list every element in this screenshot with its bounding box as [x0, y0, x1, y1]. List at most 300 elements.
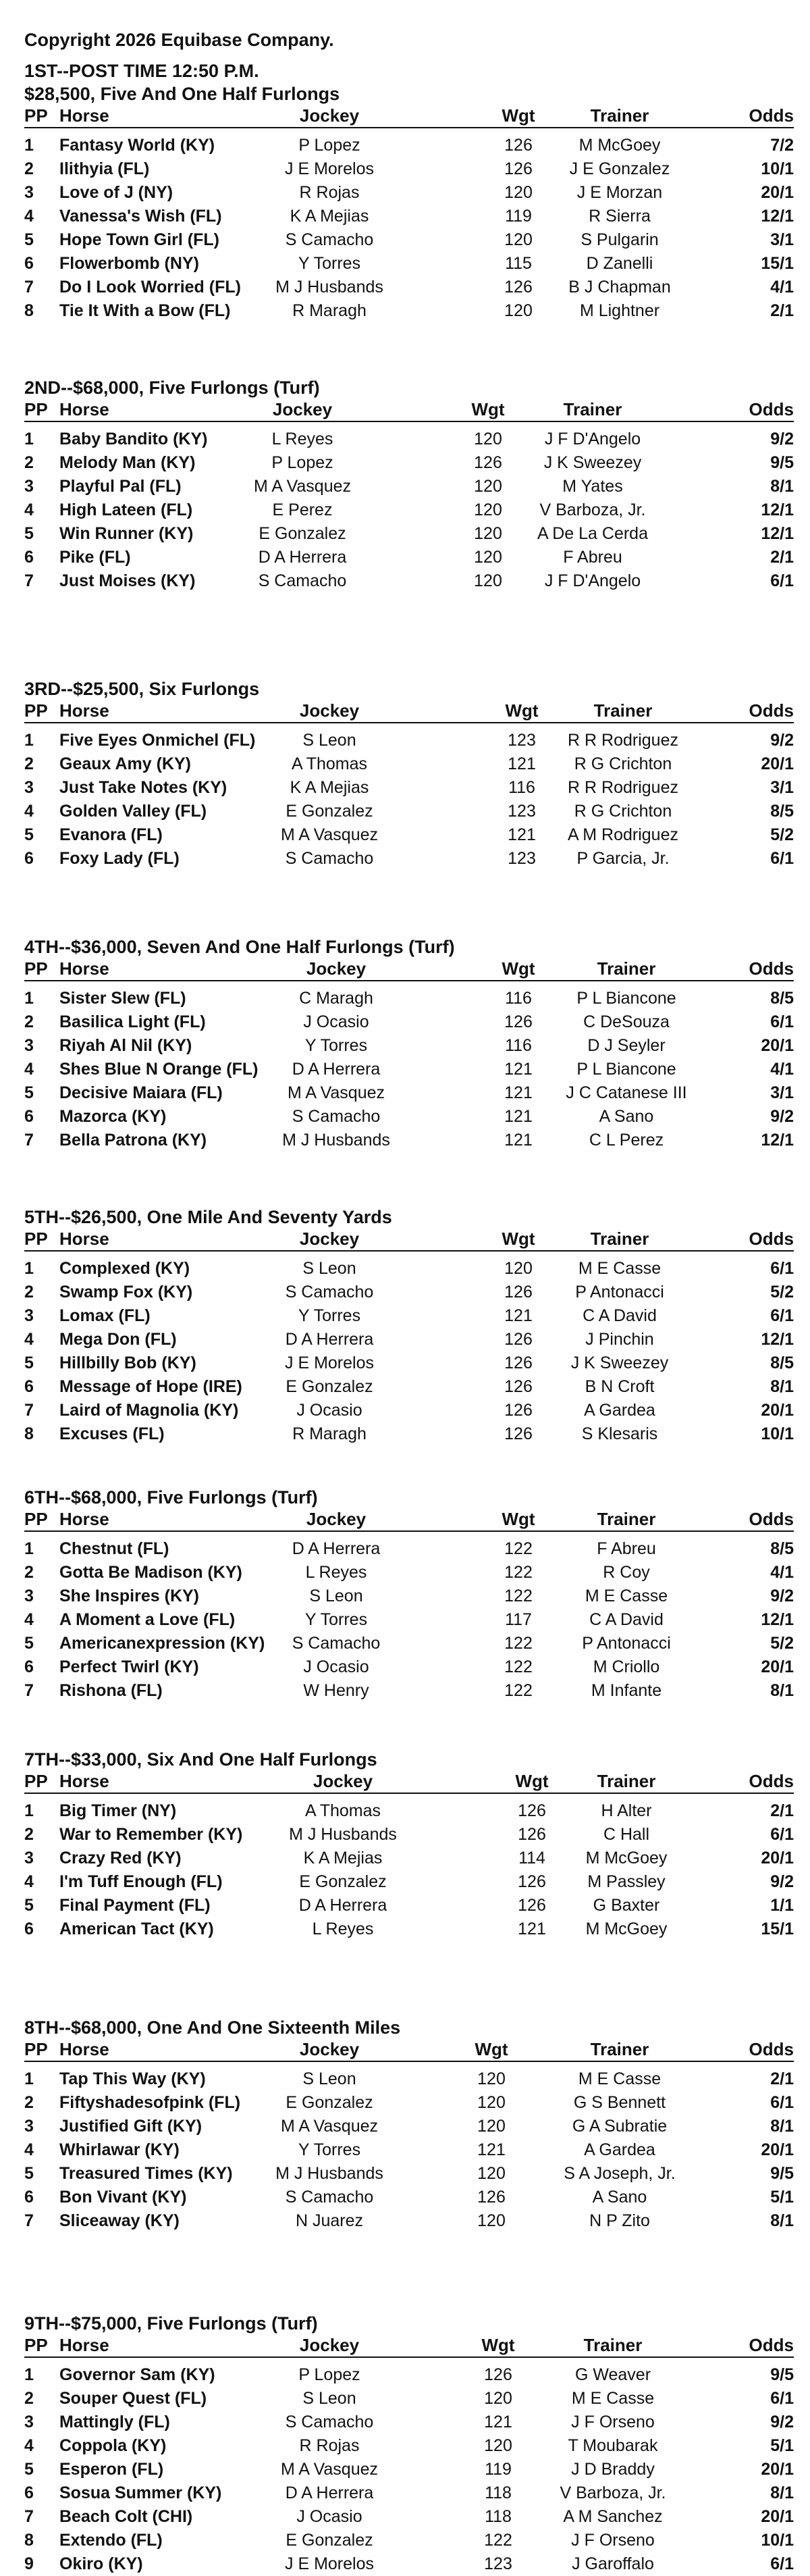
entry-trainer: T Moubarak: [568, 2436, 658, 2455]
entry-jockey: E Gonzalez: [286, 802, 373, 821]
entry-odds: 8/5: [770, 1539, 794, 1558]
entry-pp: 4: [24, 2140, 34, 2159]
entry-weight: 123: [508, 802, 536, 821]
header-spacer: [24, 1794, 794, 1799]
table-row: [24, 1129, 794, 1152]
entry-odds: 12/1: [761, 207, 794, 226]
entry-horse: Tie It With a Bow (FL): [59, 301, 231, 320]
table-header: [24, 399, 794, 422]
entry-weight: 126: [504, 1283, 533, 1302]
entry-trainer: J E Morzan: [576, 183, 663, 202]
table-row: [24, 1537, 794, 1561]
entry-horse: Sliceaway (KY): [59, 2211, 180, 2230]
entry-horse: Mattingly (FL): [59, 2413, 170, 2431]
entry-jockey: S Camacho: [292, 1634, 381, 1653]
entry-odds: 5/2: [770, 1634, 794, 1653]
entry-pp: 1: [24, 136, 34, 155]
entry-weight: 117: [505, 1610, 532, 1629]
entry-weight: 122: [504, 1587, 533, 1605]
table-row: [24, 1608, 794, 1632]
table-row: [24, 800, 794, 823]
entry-trainer: J D Braddy: [571, 2460, 655, 2479]
entry-pp: 5: [24, 1354, 34, 1372]
entry-trainer: J Garoffalo: [572, 2554, 654, 2573]
table-row: [24, 428, 794, 451]
entry-horse: I'm Tuff Enough (FL): [59, 1872, 223, 1891]
entry-jockey: S Leon: [309, 1587, 363, 1605]
table-row: [24, 1655, 794, 1679]
entry-weight: 126: [504, 1377, 533, 1396]
entry-horse: Vanessa's Wish (FL): [59, 207, 222, 226]
header-trainer: Trainer: [597, 958, 656, 979]
header-odds: Odds: [749, 105, 794, 126]
table-row: [24, 299, 794, 323]
entry-jockey: E Gonzalez: [286, 1377, 373, 1396]
entry-pp: 6: [24, 1107, 34, 1126]
entry-jockey: M J Husbands: [275, 278, 383, 297]
table-row: [24, 157, 794, 181]
entry-pp: 6: [24, 1920, 34, 1938]
entry-jockey: D A Herrera: [292, 1539, 381, 1558]
entries-table: [24, 399, 794, 593]
entry-pp: 2: [24, 1825, 34, 1844]
entry-odds: 8/5: [770, 989, 794, 1008]
entry-weight: 120: [477, 2164, 506, 2183]
entry-trainer: A Sano: [592, 2188, 647, 2207]
entry-pp: 5: [24, 1634, 34, 1653]
entry-jockey: M A Vasquez: [280, 2460, 379, 2479]
header-wgt: Wgt: [502, 1229, 535, 1249]
entry-weight: 126: [518, 1872, 546, 1891]
header-horse: Horse: [59, 2039, 109, 2059]
race-block: [24, 2016, 794, 2233]
entry-trainer: R R Rodriguez: [568, 778, 678, 797]
entry-horse: Decisive Maiara (FL): [59, 1083, 223, 1102]
entry-odds: 2/1: [770, 2069, 794, 2088]
entry-pp: 3: [24, 1306, 34, 1325]
entry-pp: 3: [24, 778, 34, 797]
entry-trainer: G A Subratie: [572, 2117, 668, 2136]
race-title: 6TH--$68,000, Five Furlongs (Turf): [24, 1487, 318, 1508]
header-wgt: Wgt: [502, 105, 535, 126]
header-trainer: Trainer: [563, 399, 622, 419]
entry-weight: 122: [504, 1657, 533, 1676]
entry-odds: 7/2: [770, 136, 794, 155]
entry-odds: 12/1: [761, 1330, 794, 1349]
entry-jockey: M A Vasquez: [287, 1083, 385, 1102]
entry-trainer: B N Croft: [585, 1377, 655, 1396]
entry-trainer: P Antonacci: [582, 1634, 671, 1653]
entry-weight: 116: [505, 989, 532, 1008]
entry-odds: 3/1: [770, 778, 794, 797]
entry-jockey: L Reyes: [271, 430, 333, 448]
table-row: [24, 2138, 794, 2162]
entry-weight: 126: [484, 2365, 512, 2384]
entry-jockey: S Camacho: [285, 2413, 374, 2431]
entry-trainer: J E Gonzalez: [569, 159, 670, 178]
header-jockey: Jockey: [299, 2039, 360, 2059]
entry-trainer: M McGoey: [585, 1849, 668, 1867]
entry-jockey: M J Husbands: [275, 2164, 383, 2183]
entry-pp: 6: [24, 2483, 34, 2502]
table-row: [24, 1105, 794, 1129]
entry-horse: Coppola (KY): [59, 2436, 167, 2455]
entry-odds: 6/1: [770, 1259, 794, 1278]
entry-pp: 2: [24, 453, 34, 472]
header-jockey: Jockey: [272, 399, 333, 419]
entry-trainer: P Garcia, Jr.: [576, 849, 670, 868]
entry-jockey: Y Torres: [298, 1306, 361, 1325]
entry-jockey: L Reyes: [305, 1563, 367, 1582]
entry-odds: 10/1: [761, 159, 794, 178]
entry-trainer: F Abreu: [563, 548, 622, 567]
table-row: [24, 181, 794, 205]
entry-jockey: E Gonzalez: [286, 2093, 373, 2112]
entry-trainer: P L Biancone: [576, 1060, 676, 1079]
entry-jockey: S Leon: [302, 1259, 356, 1278]
entry-pp: 7: [24, 1131, 34, 1150]
entries-table: [24, 1229, 794, 1446]
entry-horse: Mazorca (KY): [59, 1107, 167, 1126]
entry-weight: 126: [504, 278, 533, 297]
entry-odds: 8/1: [770, 477, 794, 496]
entry-weight: 121: [504, 1107, 533, 1126]
entry-odds: 9/2: [770, 1872, 794, 1891]
table-row: [24, 276, 794, 299]
entry-horse: Shes Blue N Orange (FL): [59, 1060, 259, 1079]
header-wgt: Wgt: [515, 1771, 549, 1791]
entry-horse: Message of Hope (IRE): [59, 1377, 242, 1396]
entry-jockey: R Maragh: [292, 301, 367, 320]
table-row: [24, 2481, 794, 2505]
table-row: [24, 1328, 794, 1351]
entry-pp: 3: [24, 183, 34, 202]
entry-pp: 1: [24, 1259, 34, 1278]
header-jockey: Jockey: [306, 1509, 367, 1529]
entry-pp: 7: [24, 278, 34, 297]
entry-odds: 6/1: [770, 1306, 794, 1325]
entry-horse: She Inspires (KY): [59, 1587, 199, 1605]
header-horse: Horse: [59, 1509, 109, 1529]
table-row: [24, 1399, 794, 1422]
table-row: [24, 569, 794, 593]
header-horse: Horse: [59, 2335, 109, 2355]
entry-weight: 120: [484, 2389, 512, 2408]
entry-trainer: G S Bennett: [573, 2093, 666, 2112]
header-jockey: Jockey: [299, 105, 360, 126]
entry-horse: Win Runner (KY): [59, 524, 194, 543]
entry-trainer: M Criollo: [593, 1657, 660, 1676]
header-odds: Odds: [749, 1509, 794, 1529]
table-row: [24, 475, 794, 498]
entry-trainer: S A Joseph, Jr.: [564, 2164, 676, 2183]
header-trainer: Trainer: [590, 2039, 649, 2059]
entry-odds: 20/1: [761, 1657, 794, 1676]
entry-odds: 4/1: [770, 1563, 794, 1582]
table-row: [24, 2115, 794, 2138]
header-odds: Odds: [749, 2335, 794, 2355]
entry-weight: 126: [504, 1354, 533, 1372]
entry-weight: 118: [485, 2507, 512, 2526]
header-pp: PP: [24, 2039, 48, 2059]
entry-odds: 20/1: [761, 1036, 794, 1055]
entry-jockey: M A Vasquez: [253, 477, 352, 496]
entry-horse: Justified Gift (KY): [59, 2117, 202, 2136]
table-row: [24, 1304, 794, 1328]
entry-odds: 6/1: [770, 571, 794, 590]
entry-horse: Geaux Amy (KY): [59, 754, 191, 773]
entry-horse: Gotta Be Madison (KY): [59, 1563, 242, 1582]
header-wgt: Wgt: [502, 1509, 535, 1529]
table-header: [24, 2335, 794, 2358]
entry-trainer: R R Rodriguez: [568, 731, 678, 750]
table-header: [24, 2039, 794, 2062]
entry-jockey: C Maragh: [299, 989, 373, 1008]
race-title: 1ST--POST TIME 12:50 P.M.: [24, 61, 259, 81]
entry-weight: 114: [518, 1849, 545, 1867]
copyright-line: Copyright 2026 Equibase Company.: [24, 30, 334, 50]
entry-jockey: J Ocasio: [296, 2507, 362, 2526]
entry-jockey: J E Morelos: [285, 2554, 374, 2573]
table-row: [24, 1257, 794, 1281]
entry-odds: 5/2: [770, 825, 794, 844]
entry-weight: 120: [477, 2211, 506, 2230]
entry-pp: 1: [24, 1539, 34, 1558]
entry-pp: 4: [24, 1330, 34, 1349]
entry-odds: 8/1: [770, 2211, 794, 2230]
table-row: [24, 1585, 794, 1608]
table-row: [24, 2458, 794, 2481]
entry-pp: 6: [24, 254, 34, 273]
table-row: [24, 2529, 794, 2552]
entry-jockey: D A Herrera: [298, 1896, 387, 1915]
entry-jockey: S Camacho: [292, 1107, 381, 1126]
table-row: [24, 1917, 794, 1941]
entry-odds: 9/2: [770, 430, 794, 448]
entries-table: [24, 2335, 794, 2576]
header-spacer: [24, 2358, 794, 2363]
race-title: 7TH--$33,000, Six And One Half Furlongs: [24, 1749, 377, 1770]
table-row: [24, 987, 794, 1010]
table-row: [24, 205, 794, 228]
entry-pp: 4: [24, 500, 34, 519]
entry-odds: 5/1: [770, 2436, 794, 2455]
entry-jockey: Y Torres: [298, 2140, 361, 2159]
entry-trainer: J F D'Angelo: [544, 430, 641, 448]
entry-trainer: A Sano: [599, 1107, 654, 1126]
entry-odds: 3/1: [770, 1083, 794, 1102]
entry-horse: Melody Man (KY): [59, 453, 196, 472]
entry-horse: Excuses (FL): [59, 1424, 165, 1443]
entry-weight: 126: [518, 1801, 546, 1820]
entry-pp: 5: [24, 524, 34, 543]
header-pp: PP: [24, 700, 48, 721]
entry-horse: Tap This Way (KY): [59, 2069, 206, 2088]
entry-trainer: M E Casse: [585, 1587, 668, 1605]
entry-pp: 4: [24, 1610, 34, 1629]
entry-pp: 2: [24, 2093, 34, 2112]
entry-pp: 3: [24, 477, 34, 496]
entry-trainer: J Pinchin: [585, 1330, 654, 1349]
entry-jockey: S Leon: [302, 731, 356, 750]
entry-weight: 120: [474, 524, 502, 543]
header-odds: Odds: [749, 700, 794, 721]
entries-table: [24, 1771, 794, 1941]
entry-pp: 6: [24, 2188, 34, 2207]
entry-trainer: R Sierra: [589, 207, 651, 226]
entry-weight: 120: [484, 2436, 512, 2455]
entry-pp: 8: [24, 301, 34, 320]
race-block: [24, 2312, 794, 2576]
entry-odds: 9/2: [770, 1107, 794, 1126]
entry-weight: 120: [504, 1259, 533, 1278]
table-row: [24, 2091, 794, 2115]
entry-weight: 126: [477, 2188, 506, 2207]
entry-odds: 10/1: [761, 2531, 794, 2550]
entry-odds: 12/1: [761, 500, 794, 519]
entry-jockey: A Thomas: [304, 1801, 381, 1820]
entry-jockey: M J Husbands: [289, 1825, 397, 1844]
entry-pp: 1: [24, 2365, 34, 2384]
header-jockey: Jockey: [313, 1771, 373, 1791]
entries-table: [24, 2039, 794, 2233]
header-spacer: [24, 1252, 794, 1257]
table-row: [24, 2186, 794, 2209]
entry-pp: 5: [24, 2164, 34, 2183]
entry-weight: 126: [504, 159, 533, 178]
entry-weight: 120: [477, 2069, 506, 2088]
entry-trainer: A M Rodriguez: [568, 825, 678, 844]
entry-trainer: J C Catanese III: [566, 1083, 687, 1102]
header-spacer: [24, 128, 794, 134]
entry-trainer: J K Sweezey: [570, 1354, 669, 1372]
race-block: [24, 677, 794, 871]
entry-pp: 5: [24, 825, 34, 844]
header-trainer: Trainer: [583, 2335, 643, 2355]
entry-trainer: G Baxter: [593, 1896, 660, 1915]
table-row: [24, 228, 794, 252]
entry-jockey: K A Mejias: [290, 778, 369, 797]
header-horse: Horse: [59, 1229, 109, 1249]
entries-table: [24, 1509, 794, 1703]
entry-horse: Sister Slew (FL): [59, 989, 186, 1008]
table-row: [24, 546, 794, 569]
entry-pp: 1: [24, 731, 34, 750]
entry-odds: 5/2: [770, 1283, 794, 1302]
table-row: [24, 2434, 794, 2458]
table-row: [24, 1561, 794, 1585]
table-row: [24, 2209, 794, 2233]
header-pp: PP: [24, 958, 48, 979]
entry-horse: Swamp Fox (KY): [59, 1283, 193, 1302]
header-spacer: [24, 1532, 794, 1537]
entry-pp: 5: [24, 1083, 34, 1102]
table-row: [24, 752, 794, 776]
entry-horse: Bella Patrona (KY): [59, 1131, 207, 1150]
entry-horse: Laird of Magnolia (KY): [59, 1401, 239, 1420]
entry-weight: 122: [504, 1539, 533, 1558]
entry-pp: 4: [24, 207, 34, 226]
entry-jockey: M J Husbands: [282, 1131, 390, 1150]
entry-jockey: W Henry: [303, 1681, 369, 1700]
entry-jockey: L Reyes: [312, 1920, 374, 1938]
table-row: [24, 1010, 794, 1034]
entry-trainer: H Alter: [601, 1801, 652, 1820]
entry-pp: 3: [24, 1587, 34, 1605]
entry-horse: Fantasy World (KY): [59, 136, 215, 155]
race-block: [24, 935, 794, 1152]
entry-trainer: S Pulgarin: [580, 230, 659, 249]
entry-jockey: K A Mejias: [290, 207, 369, 226]
entry-odds: 5/1: [770, 2188, 794, 2207]
entry-odds: 6/1: [770, 2554, 794, 2573]
entry-odds: 6/1: [770, 2389, 794, 2408]
entry-odds: 12/1: [761, 1131, 794, 1150]
header-horse: Horse: [59, 700, 109, 721]
entry-jockey: R Rojas: [299, 183, 360, 202]
entry-horse: Perfect Twirl (KY): [59, 1657, 199, 1676]
entry-jockey: D A Herrera: [285, 2483, 374, 2502]
entries-table: [24, 958, 794, 1152]
entry-horse: A Moment a Love (FL): [59, 1610, 236, 1629]
header-spacer: [24, 2062, 794, 2067]
entry-weight: 120: [477, 2093, 506, 2112]
header-wgt: Wgt: [481, 2335, 515, 2355]
entry-pp: 3: [24, 1849, 34, 1867]
entry-horse: Americanexpression (KY): [59, 1634, 265, 1653]
entry-pp: 6: [24, 1377, 34, 1396]
table-header: [24, 700, 794, 723]
entry-odds: 8/1: [770, 2117, 794, 2136]
entry-jockey: E Gonzalez: [286, 2531, 373, 2550]
entry-pp: 1: [24, 2069, 34, 2088]
entry-horse: Evanora (FL): [59, 825, 163, 844]
table-row: [24, 847, 794, 871]
table-row: [24, 1422, 794, 1446]
entry-weight: 119: [485, 2460, 512, 2479]
entry-pp: 2: [24, 1563, 34, 1582]
entry-horse: Pike (FL): [59, 548, 131, 567]
entry-odds: 20/1: [761, 1849, 794, 1867]
entry-jockey: P Lopez: [271, 453, 333, 472]
entry-horse: Just Moises (KY): [59, 571, 196, 590]
entry-odds: 15/1: [761, 1920, 794, 1938]
entry-trainer: D J Seyler: [587, 1036, 666, 1055]
entry-horse: Chestnut (FL): [59, 1539, 169, 1558]
entry-pp: 7: [24, 2507, 34, 2526]
entry-pp: 2: [24, 159, 34, 178]
header-wgt: Wgt: [475, 2039, 508, 2059]
entry-weight: 121: [504, 1060, 533, 1079]
entry-jockey: S Camacho: [285, 2188, 374, 2207]
entry-trainer: M Lightner: [579, 301, 660, 320]
entry-horse: Foxy Lady (FL): [59, 849, 180, 868]
header-odds: Odds: [749, 399, 794, 419]
race-title: 3RD--$25,500, Six Furlongs: [24, 679, 260, 699]
entry-horse: Lomax (FL): [59, 1306, 151, 1325]
entry-horse: War to Remember (KY): [59, 1825, 243, 1844]
entry-jockey: S Camacho: [285, 1283, 374, 1302]
entry-horse: Fiftyshadesofpink (FL): [59, 2093, 241, 2112]
table-row: [24, 1081, 794, 1105]
entry-pp: 6: [24, 849, 34, 868]
entry-pp: 2: [24, 754, 34, 773]
entry-weight: 120: [474, 548, 502, 567]
entry-jockey: Y Torres: [298, 254, 361, 273]
entry-jockey: E Gonzalez: [259, 524, 346, 543]
entry-jockey: P Lopez: [298, 2365, 360, 2384]
entry-weight: 122: [484, 2531, 512, 2550]
